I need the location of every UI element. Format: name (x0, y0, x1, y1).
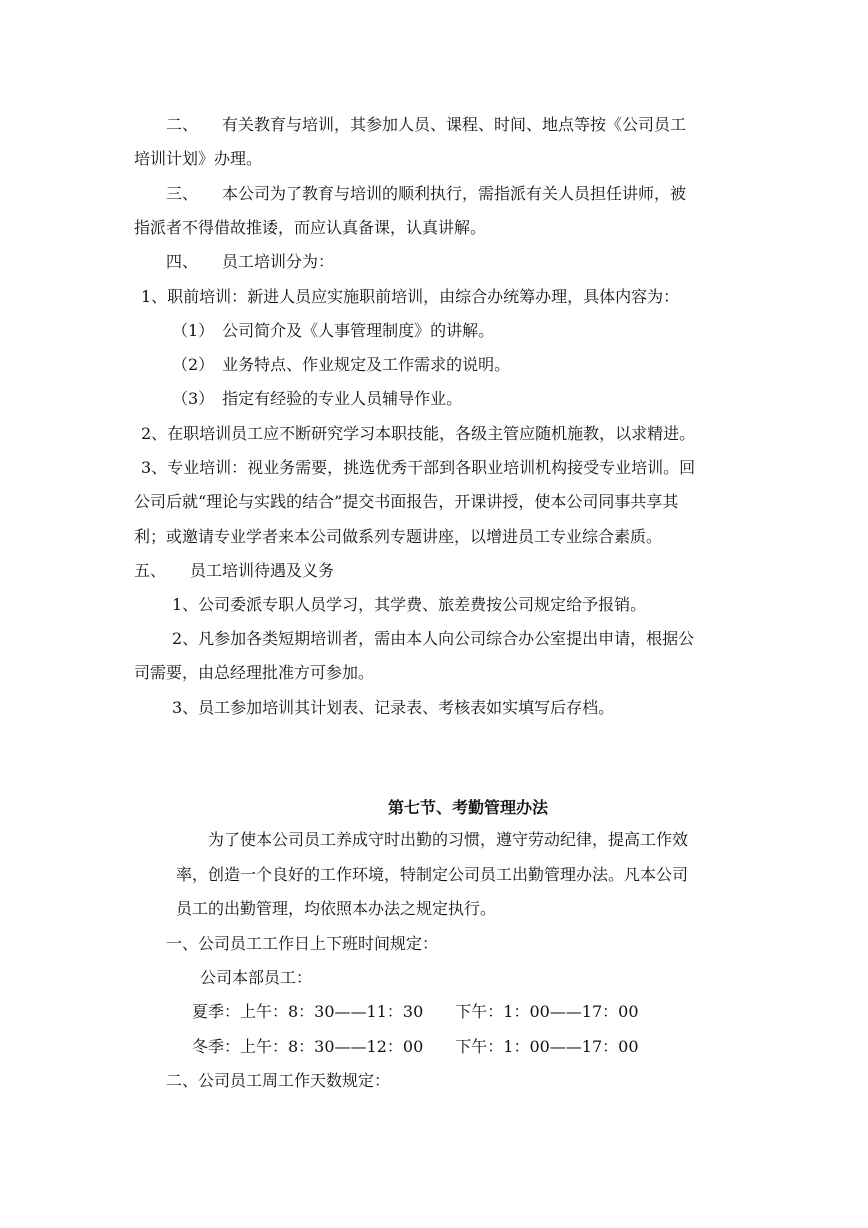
headquarters-staff-label: 公司本部员工： (200, 968, 313, 987)
benefit-3: 3、员工参加培训其计划表、记录表、考核表如实填写后存档。 (172, 698, 615, 717)
benefit-2-line-2: 司需要，由总经理批准方可参加。 (134, 663, 375, 682)
attendance-intro-line-2: 率，创造一个良好的工作环境，特制定公司员工出勤管理办法。凡本公司 (176, 865, 689, 884)
training-item-2-line-2: 培训计划》办理。 (134, 149, 263, 168)
training-item-2-line-1: 二、 有关教育与培训，其参加人员、课程、时间、地点等按《公司员工 (166, 115, 687, 134)
attendance-intro-line-1: 为了使本公司员工养成守时出勤的习惯，遵守劳动纪律，提高工作效 (208, 830, 689, 849)
training-item-3-line-1: 三、 本公司为了教育与培训的顺利执行，需指派有关人员担任讲师，被 (166, 184, 687, 203)
attendance-rule-1: 一、公司员工工作日上下班时间规定： (166, 934, 439, 953)
training-item-5: 五、 员工培训待遇及义务 (134, 561, 335, 580)
benefit-2-line-1: 2、凡参加各类短期培训者，需由本人向公司综合办公室提出申请，根据公 (172, 629, 695, 648)
benefit-1: 1、公司委派专职人员学习，其学费、旅差费按公司规定给予报销。 (172, 595, 647, 614)
professional-training-line-2: 公司后就“理论与实践的结合”提交书面报告，开课讲授，使本公司同事共享其 (134, 492, 679, 511)
attendance-rule-2: 二、公司员工周工作天数规定： (166, 1071, 391, 1090)
training-item-4: 四、 员工培训分为： (166, 252, 335, 271)
winter-schedule: 冬季：上午：8：30——12：00 下午：1：00——17：00 (192, 1037, 639, 1056)
on-job-training: 2、在职培训员工应不断研究学习本职技能，各级主管应随机施教，以求精进。 (141, 424, 696, 443)
professional-training-line-3: 利；或邀请专业学者来本公司做系列专题讲座，以增进员工专业综合素质。 (134, 527, 663, 546)
training-item-3-line-2: 指派者不得借故推诿，而应认真备课，认真讲解。 (134, 218, 487, 237)
summer-schedule: 夏季：上午：8：30——11：30 下午：1：00——17：00 (192, 1002, 639, 1021)
pre-job-subitem-1: （1） 公司简介及《人事管理制度》的讲解。 (172, 321, 495, 340)
professional-training-line-1: 3、专业培训：视业务需要，挑选优秀干部到各职业培训机构接受专业培训。回 (141, 458, 696, 477)
pre-job-training: 1、职前培训：新进人员应实施职前培训，由综合办统筹办理，具体内容为： (141, 287, 680, 306)
pre-job-subitem-2: （2） 业务特点、作业规定及工作需求的说明。 (172, 355, 511, 374)
attendance-intro-line-3: 员工的出勤管理，均依照本办法之规定执行。 (176, 899, 497, 918)
pre-job-subitem-3: （3） 指定有经验的专业人员辅导作业。 (172, 389, 463, 408)
section-title: 第七节、考勤管理办法 (388, 798, 549, 817)
